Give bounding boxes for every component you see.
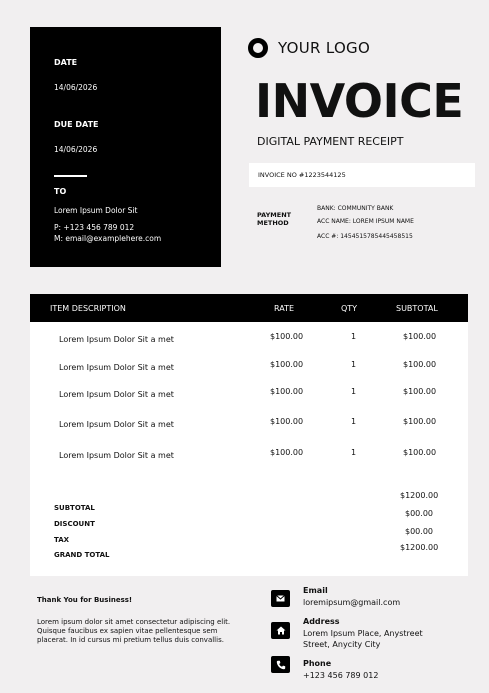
logo — [248, 38, 370, 58]
row-subtotal: $100.00 — [403, 448, 437, 457]
header-subtotal: SUBTOTAL — [396, 304, 438, 313]
row-subtotal: $100.00 — [403, 387, 437, 396]
thanks-heading: Thank You for Business! — [37, 596, 133, 604]
row-rate: $100.00 — [270, 387, 304, 396]
phone-icon — [271, 656, 290, 673]
payment-label-line2: METHOD — [257, 219, 289, 227]
date-label: DATE — [54, 58, 78, 67]
logo-text: YOUR LOGO — [278, 39, 371, 57]
invoice-title: INVOICE — [255, 74, 464, 128]
row-description: Lorem Ipsum Dolor Sit a met — [59, 335, 174, 344]
subtotal-value: $1200.00 — [400, 491, 439, 500]
discount-value: $00.00 — [405, 509, 433, 518]
header-qty: QTY — [341, 304, 358, 313]
row-qty: 1 — [351, 387, 357, 396]
receipt-subtitle: DIGITAL PAYMENT RECEIPT — [257, 135, 404, 148]
header-item-description: ITEM DESCRIPTION — [50, 304, 126, 313]
grand-total-label: GRAND TOTAL — [54, 551, 110, 559]
tax-value: $00.00 — [405, 527, 433, 536]
discount-label: DISCOUNT — [54, 520, 95, 528]
row-rate: $100.00 — [270, 448, 304, 457]
due-date-value: 14/06/2026 — [54, 145, 98, 154]
row-description: Lorem Ipsum Dolor Sit a met — [59, 420, 174, 429]
tax-label: TAX — [54, 536, 70, 544]
row-subtotal: $100.00 — [403, 360, 437, 369]
phone-title: Phone — [303, 659, 332, 668]
logo-circle-icon — [248, 38, 268, 58]
home-icon — [271, 622, 290, 639]
grand-total-value: $1200.00 — [400, 543, 439, 552]
payment-bank: BANK: COMMUNITY BANK — [317, 205, 394, 212]
row-description: Lorem Ipsum Dolor Sit a met — [59, 363, 174, 372]
to-label: TO — [54, 187, 67, 196]
address-line2: Street, Anycity City — [303, 640, 381, 649]
payment-acc-no: ACC #: 1454515785445458515 — [317, 233, 413, 240]
row-description: Lorem Ipsum Dolor Sit a met — [59, 390, 174, 399]
due-date-label: DUE DATE — [54, 120, 99, 129]
invoice-number: INVOICE NO #1223544125 — [258, 171, 346, 179]
email-title: Email — [303, 586, 328, 595]
address-line1: Lorem Ipsum Place, Anystreet — [303, 629, 423, 638]
payment-acc-name: ACC NAME: LOREM IPSUM NAME — [317, 218, 414, 225]
row-subtotal: $100.00 — [403, 332, 437, 341]
row-qty: 1 — [351, 332, 357, 341]
subtotal-label: SUBTOTAL — [54, 504, 95, 512]
row-qty: 1 — [351, 360, 357, 369]
items-table — [30, 294, 468, 576]
to-name: Lorem Ipsum Dolor Sit — [54, 206, 138, 215]
invoice-number-box — [249, 163, 475, 187]
thanks-body: Lorem ipsum dolor sit amet consectetur adipiscing elit. Quisque faucibus ex sapien vitae pellentesque sem placerat. In id cursus mi pretium tellus duis convallis. — [37, 618, 231, 644]
email-icon — [271, 590, 290, 607]
row-qty: 1 — [351, 417, 357, 426]
divider — [54, 175, 87, 177]
row-subtotal: $100.00 — [403, 417, 437, 426]
row-rate: $100.00 — [270, 417, 304, 426]
date-value: 14/06/2026 — [54, 83, 98, 92]
address-title: Address — [303, 617, 340, 626]
row-qty: 1 — [351, 448, 357, 457]
header-rate: RATE — [274, 304, 295, 313]
payment-label-line1: PAYMENT — [257, 211, 292, 219]
row-rate: $100.00 — [270, 332, 304, 341]
phone-value[interactable]: +123 456 789 012 — [303, 671, 379, 680]
to-email: M: email@examplehere.com — [54, 234, 162, 243]
row-description: Lorem Ipsum Dolor Sit a met — [59, 451, 174, 460]
to-phone: P: +123 456 789 012 — [54, 223, 135, 232]
payment-method-label — [257, 211, 291, 227]
row-rate: $100.00 — [270, 360, 304, 369]
date-panel — [30, 27, 221, 267]
email-value[interactable]: loremipsum@gmail.com — [303, 598, 401, 607]
table-header — [30, 294, 468, 322]
